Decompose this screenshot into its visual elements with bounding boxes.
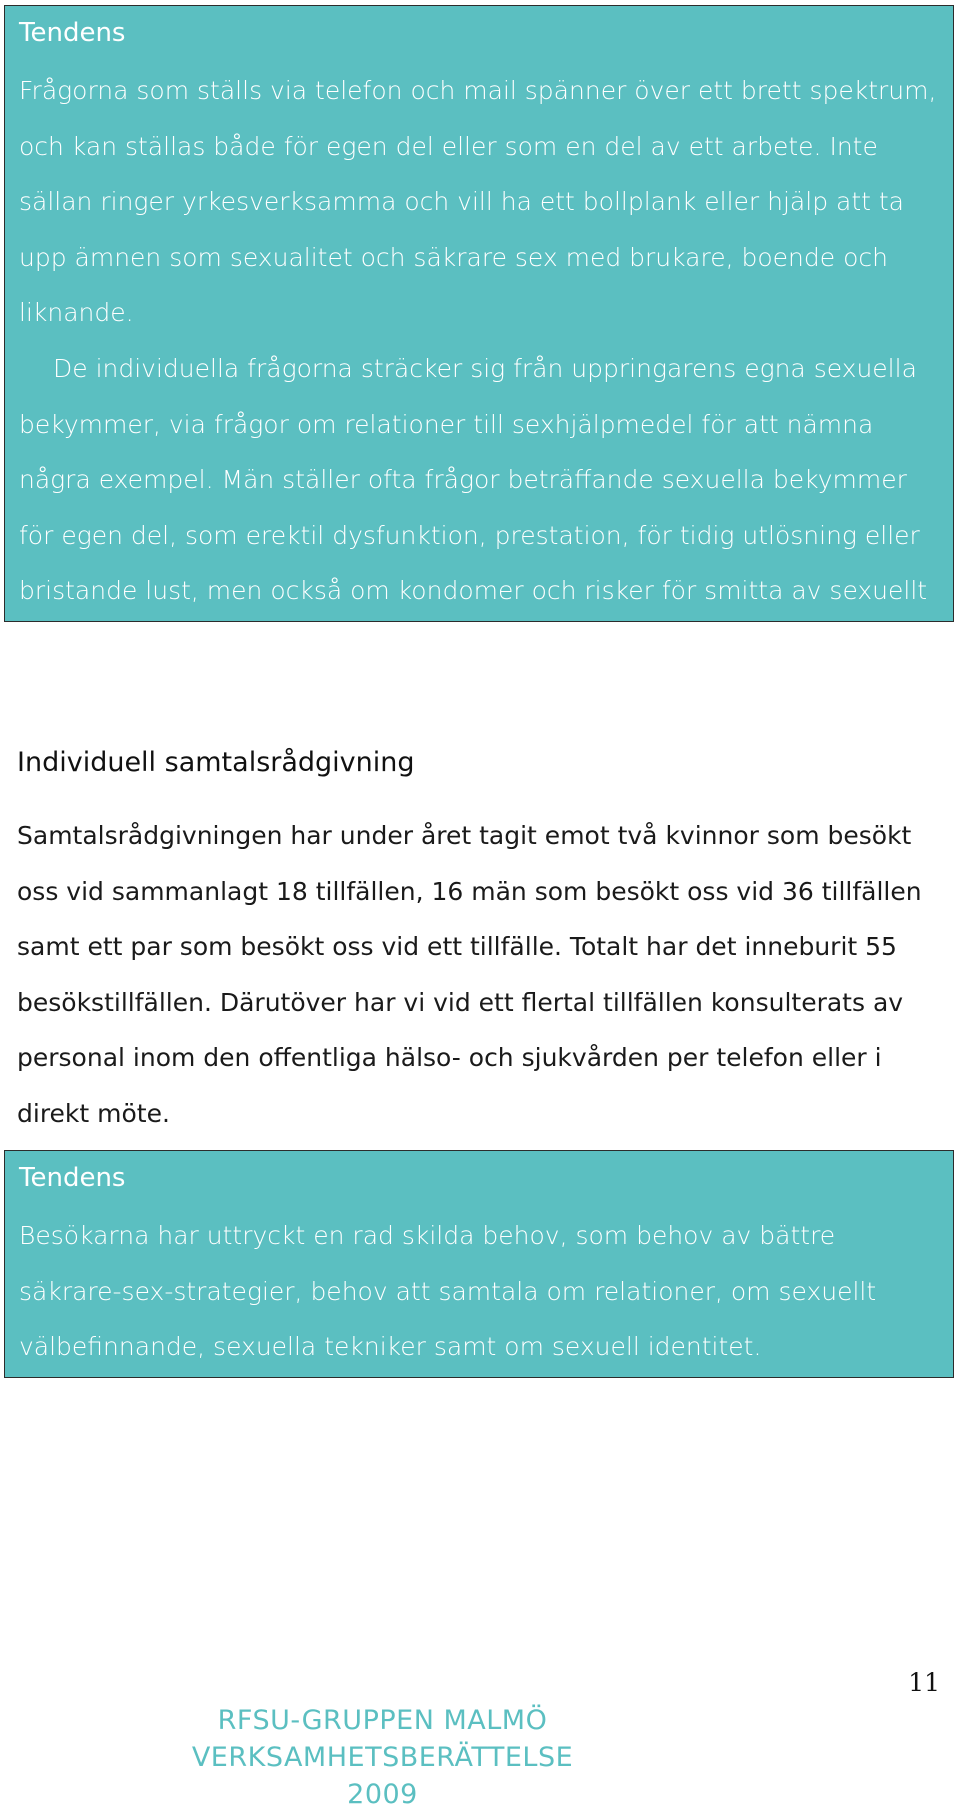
footer-org-name: RFSU-GRUPPEN MALMÖ bbox=[217, 1705, 548, 1736]
tendens-box-1-paragraph-1: Frågorna som ställs via telefon och mail spänner över ett brett spektrum, och kan ställas både för egen del eller som en del av ett arbete. Inte sällan ringer yrkesverksamma och vill ha ett bollplank eller hjälp att ta upp ämnen som sexualitet och säkrare sex med brukare, boende och liknande. bbox=[19, 76, 937, 328]
tendens-box-1-paragraph-2 bbox=[19, 341, 939, 730]
tendens-box-1-paragraph-2-text: De individuella frågorna sträcker sig från uppringarens egna sexuella bekymmer, via frågor om relationer till sexhjälpmedel för att nämna några exempel. Män ställer ofta frågor beträffande sexuella bekymmer för egen del, som erektil dysfunktion, prestation, för tidig utlösning eller bristande lust, men också om kondomer och risker för smitta av sexuellt överförbara infektioner. Kvinnor frågar främst om lustproblem, smittorisker och relationsproblem. bbox=[19, 353, 928, 717]
tendens-box-2-paragraph: Besökarna har uttryckt en rad skilda behov, som behov av bättre säkrare-sex-strategier, behov att samtala om relationer, om sexuellt välbefinnande, sexuella tekniker samt om sexuell identitet. bbox=[19, 1221, 877, 1362]
tendens-box-1 bbox=[4, 5, 954, 717]
section-body: Samtalsrådgivningen har under året tagit emot två kvinnor som besökt oss vid sammanlagt 18 tillfällen, 16 män som besökt oss vid 36 tillfällen samt ett par som besökt oss vid ett tillfälle. Totalt har det inneburit 55 besökstillfällen. Därutöver har vi vid ett flertal tillfällen konsulterats av personal inom den offentliga hälso- och sjukvården per telefon eller i direkt möte. bbox=[17, 821, 922, 1128]
footer bbox=[150, 1702, 615, 1813]
tendens-box-2-title: Tendens bbox=[19, 1163, 126, 1193]
footer-year: 2009 bbox=[347, 1779, 418, 1810]
tendens-box-1-title: Tendens bbox=[19, 18, 126, 48]
page-number: 11 bbox=[908, 1668, 940, 1697]
section-heading: Individuell samtalsrådgivning bbox=[17, 747, 415, 778]
footer-report-title: VERKSAMHETSBERÄTTELSE bbox=[191, 1742, 574, 1773]
tendens-box-2 bbox=[4, 1150, 954, 1378]
